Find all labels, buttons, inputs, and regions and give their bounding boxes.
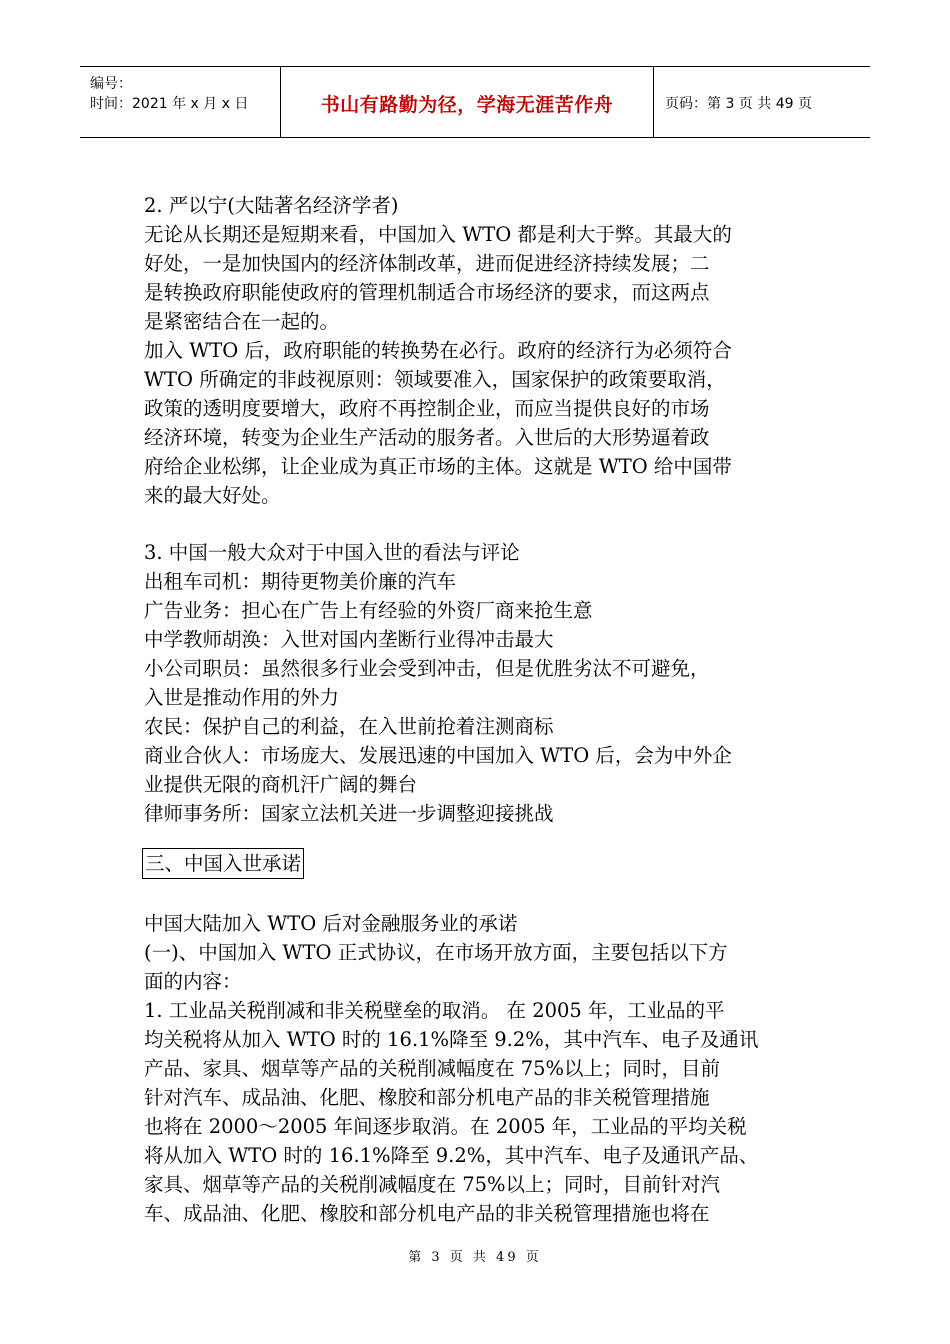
section-heading: 三、中国入世承诺 — [142, 848, 304, 879]
text-line: 加入 WTO 后，政府职能的转换势在必行。政府的经济行为必须符合 — [144, 339, 732, 362]
text-line: 面的内容： — [144, 970, 242, 993]
text-line: (一)、中国加入 WTO 正式协议，在市场开放方面，主要包括以下方 — [144, 941, 728, 964]
text-line: 商业合伙人：市场庞大、发展迅速的中国加入 WTO 后，会为中外企 — [144, 744, 732, 767]
text-line: 府给企业松绑，让企业成为真正市场的主体。这就是 WTO 给中国带 — [144, 455, 732, 478]
motto: 书山有路勤为径，学海无涯苦作舟 — [320, 94, 614, 116]
text-line: WTO 所确定的非歧视原则：领域要准入，国家保护的政策要取消， — [144, 368, 726, 391]
text-line: 2. 严以宁(大陆著名经济学者) — [144, 194, 399, 217]
time-label: 时间：2021 年 x 月 x 日 — [90, 96, 249, 112]
text-line: 业提供无限的商机汗广阔的舞台 — [144, 773, 418, 796]
text-line: 中国大陆加入 WTO 后对金融服务业的承诺 — [144, 912, 518, 935]
number-label: 编号： — [90, 76, 132, 92]
text-line: 出租车司机：期待更物美价廉的汽车 — [144, 570, 457, 593]
text-line: 也将在 2000～2005 年间逐步取消。在 2005 年，工业品的平均关税 — [144, 1115, 747, 1138]
text-line: 3. 中国一般大众对于中国入世的看法与评论 — [144, 541, 520, 564]
text-line: 针对汽车、成品油、化肥、橡胶和部分机电产品的非关税管理措施 — [144, 1086, 710, 1109]
text-line: 农民：保护自己的利益，在入世前抢着注测商标 — [144, 715, 554, 738]
text-line: 均关税将从加入 WTO 时的 16.1%降至 9.2%，其中汽车、电子及通讯 — [144, 1028, 759, 1051]
text-line: 家具、烟草等产品的关税削减幅度在 75%以上；同时，目前针对汽 — [144, 1173, 721, 1196]
text-line: 政策的透明度要增大，政府不再控制企业，而应当提供良好的市场 — [144, 397, 710, 420]
section-commitments — [144, 909, 804, 1228]
text-line: 是紧密结合在一起的。 — [144, 310, 340, 333]
text-line: 车、成品油、化肥、橡胶和部分机电产品的非关税管理措施也将在 — [144, 1202, 710, 1225]
text-line: 无论从长期还是短期来看，中国加入 WTO 都是利大于弊。其最大的 — [144, 223, 732, 246]
text-line: 1. 工业品关税削减和非关税壁垒的取消。 在 2005 年，工业品的平 — [144, 999, 725, 1022]
text-line: 经济环境，转变为企业生产活动的服务者。入世后的大形势逼着政 — [144, 426, 710, 449]
text-line: 好处，一是加快国内的经济体制改革，进而促进经济持续发展；二 — [144, 252, 710, 275]
text-line: 产品、家具、烟草等产品的关税削减幅度在 75%以上；同时，目前 — [144, 1057, 721, 1080]
text-line: 来的最大好处。 — [144, 484, 281, 507]
section-yan-yining — [144, 191, 804, 510]
header-motto-cell — [280, 67, 654, 137]
document-header — [80, 66, 870, 138]
header-page-cell — [653, 67, 870, 137]
text-line: 中学教师胡涣：入世对国内垄断行业得冲击最大 — [144, 628, 554, 651]
header-meta-cell — [80, 67, 280, 137]
text-line: 入世是推动作用的外力 — [144, 686, 340, 709]
text-line: 律师事务所：国家立法机关进一步调整迎接挑战 — [144, 802, 554, 825]
page-footer: 第 3 页 共 49 页 — [408, 1250, 542, 1265]
section-public-opinion — [144, 538, 804, 828]
text-line: 将从加入 WTO 时的 16.1%降至 9.2%，其中汽车、电子及通讯产品、 — [144, 1144, 759, 1167]
text-line: 广告业务：担心在广告上有经验的外资厂商来抢生意 — [144, 599, 593, 622]
page-info: 页码：第 3 页 共 49 页 — [665, 96, 812, 112]
text-line: 小公司职员：虽然很多行业会受到冲击，但是优胜劣汰不可避免， — [144, 657, 710, 680]
text-line: 是转换政府职能使政府的管理机制适合市场经济的要求，而这两点 — [144, 281, 710, 304]
